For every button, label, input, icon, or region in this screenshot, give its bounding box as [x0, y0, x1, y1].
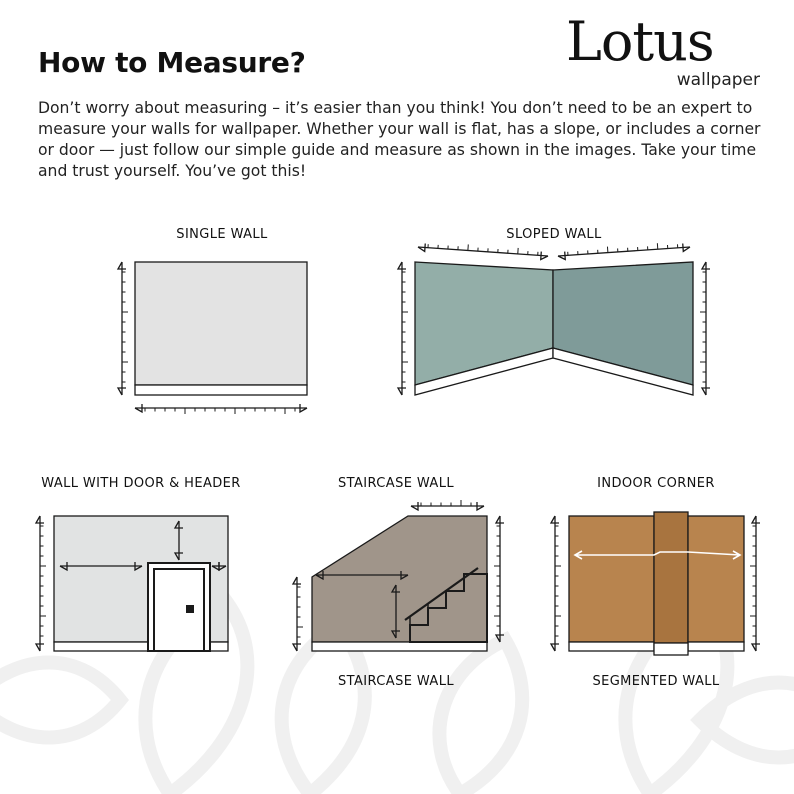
- staircase-wall-baseboard: [312, 642, 487, 651]
- corner-wall-left-baseboard: [569, 642, 654, 651]
- single-wall-surface: [135, 262, 307, 385]
- corner-wall-left-panel: [569, 516, 654, 642]
- corner-wall-right-baseboard: [688, 642, 744, 651]
- intro-text: Don’t worry about measuring – it’s easier than you think! You don’t need to be an expert to measure your walls for wallpaper. Whether your wall is flat, has a slope, or includes a corner or door — just follow our simple guide and measure as shown in the images. Take your time and trust yourself. You’ve got this!: [38, 99, 761, 180]
- label-door-header: WALL WITH DOOR & HEADER: [41, 476, 241, 491]
- door-panel: [154, 569, 204, 651]
- label-sloped-wall: SLOPED WALL: [506, 227, 602, 242]
- corner-wall-center-segment: [654, 512, 688, 643]
- logo-wordmark: Lotus: [566, 10, 714, 73]
- label-indoor-corner: INDOOR CORNER: [597, 476, 715, 491]
- page-title: How to Measure?: [38, 46, 306, 79]
- sloped-wall-left-width-ruler-line: [418, 247, 548, 256]
- label-segmented-wall: SEGMENTED WALL: [592, 674, 720, 689]
- logo-subtitle: wallpaper: [676, 70, 760, 90]
- door-handle: [186, 605, 194, 613]
- label-staircase-top: STAIRCASE WALL: [338, 476, 454, 491]
- corner-wall-right-panel: [688, 516, 744, 642]
- corner-wall-center-baseboard: [654, 643, 688, 655]
- label-single-wall: SINGLE WALL: [176, 227, 268, 242]
- label-staircase-bottom: STAIRCASE WALL: [338, 674, 454, 689]
- single-wall-baseboard: [135, 385, 307, 395]
